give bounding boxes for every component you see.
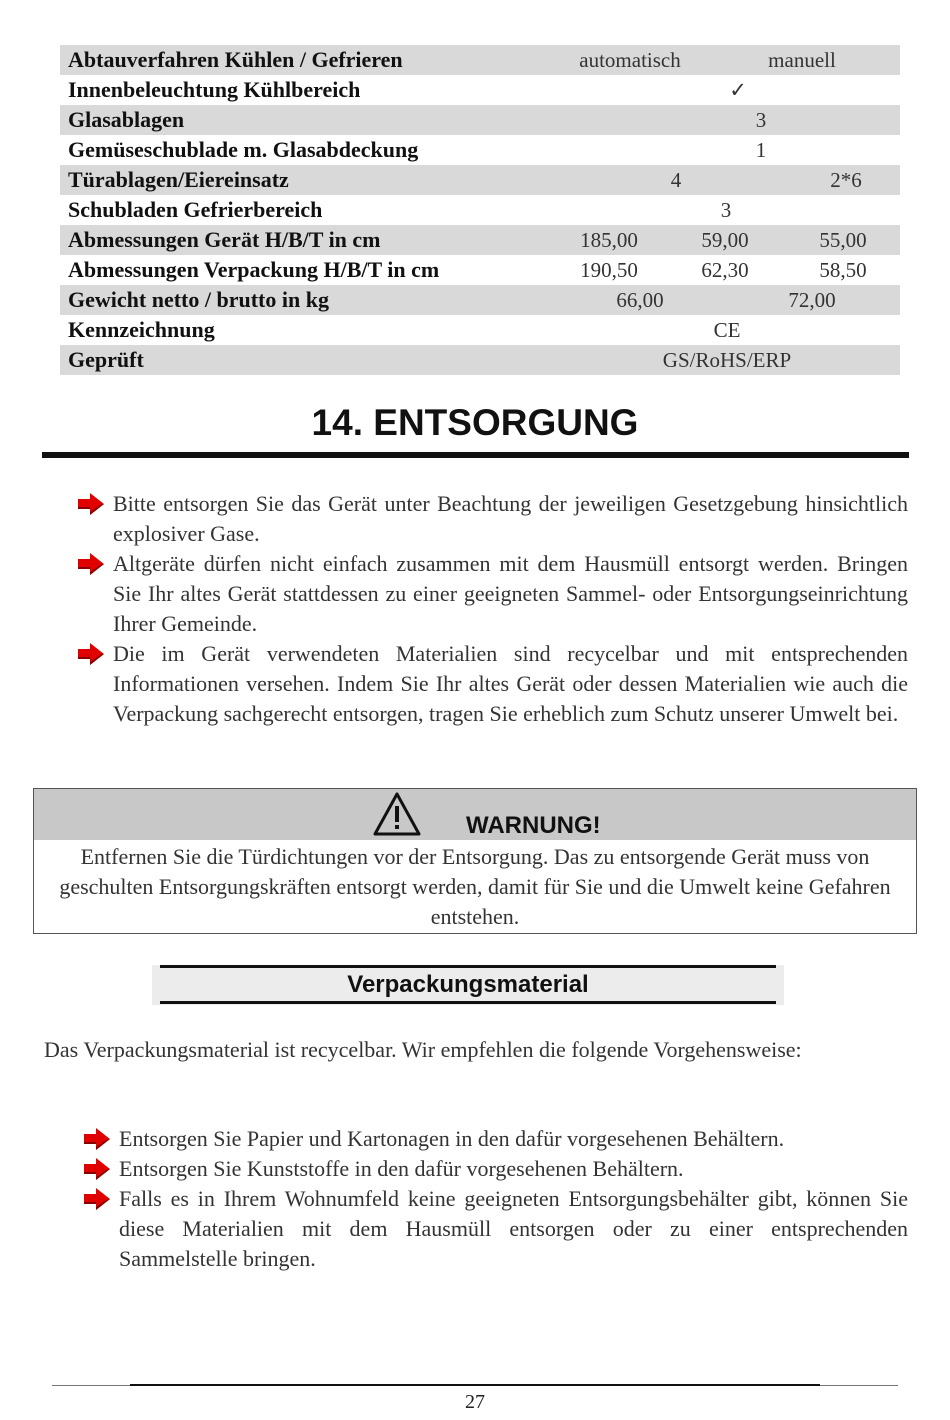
spec-row <box>60 45 900 75</box>
spec-label: Gewicht netto / brutto in kg <box>68 287 329 312</box>
bullet-text: Altgeräte dürfen nicht einfach zusammen mit dem Hausmüll entsorgt werden. Bringen Sie Ihr altes Gerät stattdessen zu einer geeigneten Sammel- oder Entsorgungseinrichtung Ihrer Gemeinde. <box>113 551 908 636</box>
spec-value: 59,00 <box>701 228 749 252</box>
subheading: Verpackungsmaterial <box>347 971 589 998</box>
red-arrow-icon <box>84 1128 110 1150</box>
spec-row <box>60 135 900 165</box>
spec-value: 185,00 <box>580 228 638 252</box>
red-arrow-icon <box>78 493 104 515</box>
footer-divider <box>130 1384 820 1386</box>
spec-value: manuell <box>768 48 836 72</box>
spec-value: 4 <box>670 168 682 192</box>
subheading-box <box>152 965 784 1005</box>
red-arrow-icon <box>78 553 104 575</box>
spec-row <box>60 105 900 135</box>
spec-value: CE <box>713 318 741 342</box>
spec-value: 62,30 <box>701 258 749 282</box>
spec-value: automatisch <box>579 48 681 72</box>
spec-value: 3 <box>755 108 767 132</box>
spec-row <box>60 165 900 195</box>
section-title: 14. ENTSORGUNG <box>311 402 639 443</box>
spec-value: 66,00 <box>616 288 664 312</box>
spec-label: Abmessungen Gerät H/B/T in cm <box>68 227 381 252</box>
spec-label: Gemüseschublade m. Glasabdeckung <box>68 137 419 162</box>
list-item <box>78 489 908 549</box>
spec-value: ✓ <box>729 78 747 102</box>
spec-label: Geprüft <box>68 347 144 372</box>
title-divider <box>42 452 909 458</box>
spec-row <box>60 75 900 105</box>
spec-table <box>60 45 900 375</box>
bullet-text: Die im Gerät verwendeten Materialien sind recycelbar und mit entsprechenden Informationen versehen. Indem Sie Ihr altes Gerät oder dessen Materialien wie auch die Verpackung sachgerecht entsorgen, tragen Sie erheblich zum Schutz unserer Umwelt bei. <box>113 641 908 726</box>
spec-row <box>60 315 900 345</box>
spec-row <box>60 345 900 375</box>
spec-label: Abmessungen Verpackung H/B/T in cm <box>68 257 440 282</box>
spec-value: 3 <box>720 198 732 222</box>
intro-paragraph: Das Verpackungsmaterial ist recycelbar. Wir empfehlen die folgende Vorgehensweise: <box>44 1037 802 1062</box>
spec-value: GS/RoHS/ERP <box>662 348 792 372</box>
spec-row <box>60 195 900 225</box>
spec-label: Abtauverfahren Kühlen / Gefrieren <box>68 47 403 72</box>
spec-value: 190,50 <box>580 258 638 282</box>
spec-value: 1 <box>755 138 767 162</box>
warning-header <box>34 789 916 840</box>
spec-label: Innenbeleuchtung Kühlbereich <box>68 77 361 102</box>
warning-text: Entfernen Sie die Türdichtungen vor der Entsorgung. Das zu entsorgende Gerät muss von geschulten Entsorgungskräften entsorgt werden, damit für Sie und die Umwelt keine Gefahren entstehen. <box>59 844 891 929</box>
spec-label: Türablagen/Eiereinsatz <box>68 167 289 192</box>
spec-value: 72,00 <box>788 288 836 312</box>
spec-label: Glasablagen <box>68 107 185 132</box>
spec-row <box>60 255 900 285</box>
page-number: 27 <box>465 1391 485 1413</box>
spec-value: 55,00 <box>819 228 867 252</box>
bullet-text: Entsorgen Sie Papier und Kartonagen in den dafür vorgesehenen Behältern. <box>119 1126 785 1151</box>
list-item <box>78 639 908 729</box>
spec-label: Kennzeichnung <box>68 317 215 342</box>
red-arrow-icon <box>84 1158 110 1180</box>
spec-value: 2*6 <box>830 168 862 192</box>
warning-title: WARNUNG! <box>466 812 601 839</box>
bullet-text: Bitte entsorgen Sie das Gerät unter Beachtung der jeweiligen Gesetzgebung hinsichtlich explosiver Gase. <box>113 491 908 546</box>
spec-value: 58,50 <box>819 258 867 282</box>
list-item <box>84 1124 908 1154</box>
bullet-text: Falls es in Ihrem Wohnumfeld keine geeigneten Entsorgungsbehälter gibt, können Sie diese Materialien mit dem Hausmüll entsorgen oder zu einer entsprechenden Sammelstelle bringen. <box>119 1186 908 1271</box>
spec-label: Schubladen Gefrierbereich <box>68 197 323 222</box>
list-item <box>84 1184 908 1274</box>
red-arrow-icon <box>84 1188 110 1210</box>
warning-box <box>33 788 917 934</box>
list-item <box>78 549 908 639</box>
warning-triangle-icon <box>372 791 422 837</box>
spec-row <box>60 285 900 315</box>
divider <box>160 1001 776 1004</box>
bullet-text: Entsorgen Sie Kunststoffe in den dafür vorgesehenen Behältern. <box>119 1156 684 1181</box>
list-item <box>84 1154 908 1184</box>
spec-row <box>60 225 900 255</box>
red-arrow-icon <box>78 643 104 665</box>
